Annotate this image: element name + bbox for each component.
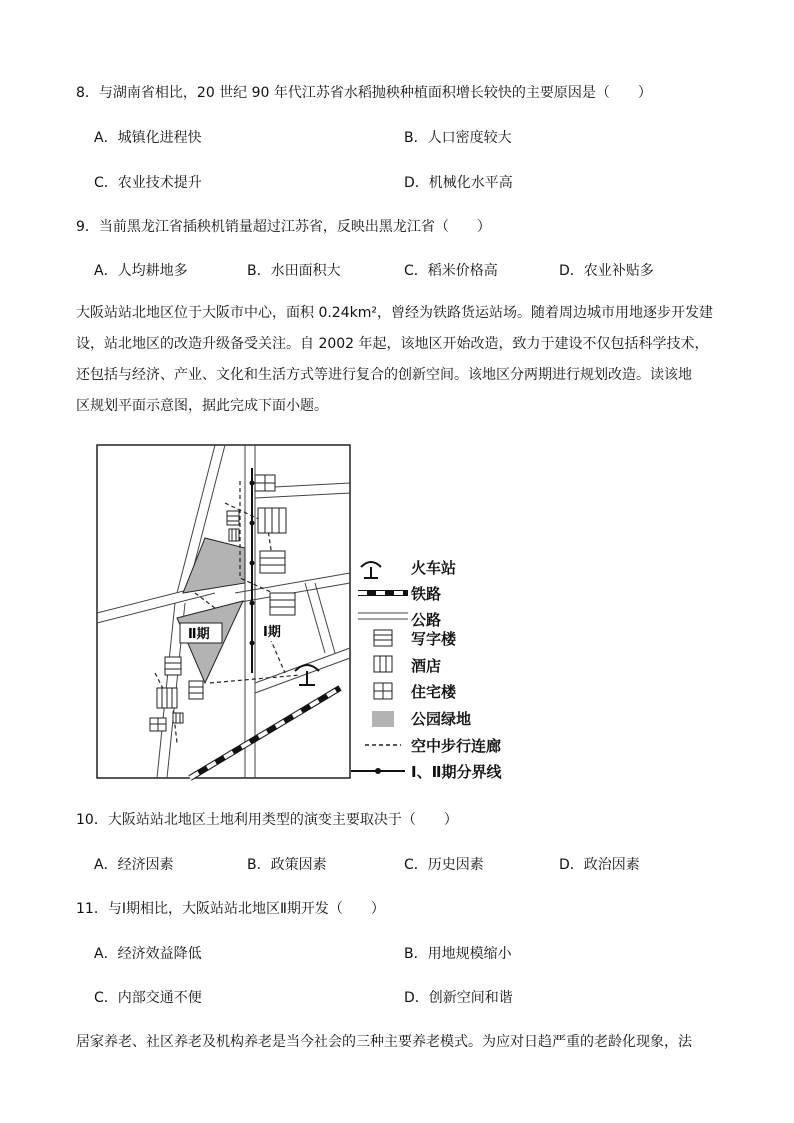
legend-office-icon <box>374 630 392 646</box>
legend-park-icon <box>372 711 394 727</box>
q9-option-b[interactable]: B．水田面积大 <box>247 263 341 279</box>
legend-hotel: 酒店 <box>411 657 442 675</box>
q11-option-a[interactable]: A．经济效益降低 <box>94 946 202 962</box>
legend-road-icon <box>358 613 408 619</box>
passage-line: 区规划平面示意图，据此完成下面小题。 <box>76 398 328 414</box>
passage-line: 还包括与经济、产业、文化和生活方式等进行复合的创新空间。该地区分两期进行规划改造。读该地 <box>76 367 692 383</box>
phase1-label: Ⅰ期 <box>263 625 281 640</box>
q8-option-a[interactable]: A．城镇化进程快 <box>94 130 202 146</box>
q8-option-d[interactable]: D．机械化水平高 <box>404 175 513 191</box>
question-10-stem: 10．大阪站站北地区土地利用类型的演变主要取决于（ ） <box>76 812 458 828</box>
phase2-label: Ⅱ期 <box>188 627 210 642</box>
q9-option-a[interactable]: A．人均耕地多 <box>94 263 188 279</box>
q9-option-d[interactable]: D．农业补贴多 <box>559 263 654 279</box>
legend-railway: 铁路 <box>411 585 442 603</box>
q11-option-c[interactable]: C．内部交通不便 <box>94 990 202 1006</box>
legend-residential-icon <box>374 683 392 699</box>
question-11-stem: 11．与Ⅰ期相比，大阪站站北地区Ⅱ期开发（ ） <box>76 901 385 917</box>
q10-option-b[interactable]: B．政策因素 <box>247 857 327 873</box>
legend-station-icon <box>361 562 381 578</box>
legend-station: 火车站 <box>411 559 457 577</box>
q11-option-b[interactable]: B．用地规模缩小 <box>404 946 512 962</box>
q11-option-d[interactable]: D．创新空间和谐 <box>404 990 513 1006</box>
legend-park: 公园绿地 <box>411 710 472 728</box>
legend-boundary-icon <box>351 768 405 774</box>
passage-osaka <box>76 298 744 422</box>
passage-elderly-care: 居家养老、社区养老及机构养老是当今社会的三种主要养老模式。为应对日趋严重的老龄化现象，法 <box>76 1034 692 1050</box>
q8-option-b[interactable]: B．人口密度较大 <box>404 130 512 146</box>
passage-line: 大阪站站北地区位于大阪市中心，面积 0.24km²，曾经为铁路货运站场。随着周边城市用地逐步开发建 <box>76 305 713 321</box>
legend-skywalk: 空中步行连廊 <box>411 737 502 755</box>
legend-residential: 住宅楼 <box>411 683 457 701</box>
legend-road: 公路 <box>411 611 442 629</box>
legend-office: 写字楼 <box>411 630 457 648</box>
q10-option-a[interactable]: A．经济因素 <box>94 857 174 873</box>
question-9-stem: 9．当前黑龙江省插秧机销量超过江苏省，反映出黑龙江省（ ） <box>76 219 491 235</box>
legend-hotel-icon <box>374 656 392 672</box>
question-8-stem: 8．与湖南省相比，20 世纪 90 年代江苏省水稻抛秧种植面积增长较快的主要原因是（ ） <box>76 85 652 101</box>
q8-option-c[interactable]: C．农业技术提升 <box>94 175 202 191</box>
passage-line: 设，站北地区的改造升级备受关注。自 2002 年起，该地区开始改造，致力于建设不仅包括科学技术， <box>76 336 709 352</box>
legend-boundary: Ⅰ、Ⅱ期分界线 <box>411 763 502 781</box>
map-legend <box>351 559 502 781</box>
q10-option-c[interactable]: C．历史因素 <box>404 857 484 873</box>
q10-option-d[interactable]: D．政治因素 <box>559 857 640 873</box>
q9-option-c[interactable]: C．稻米价格高 <box>404 263 498 279</box>
osaka-plan-map <box>95 443 540 783</box>
